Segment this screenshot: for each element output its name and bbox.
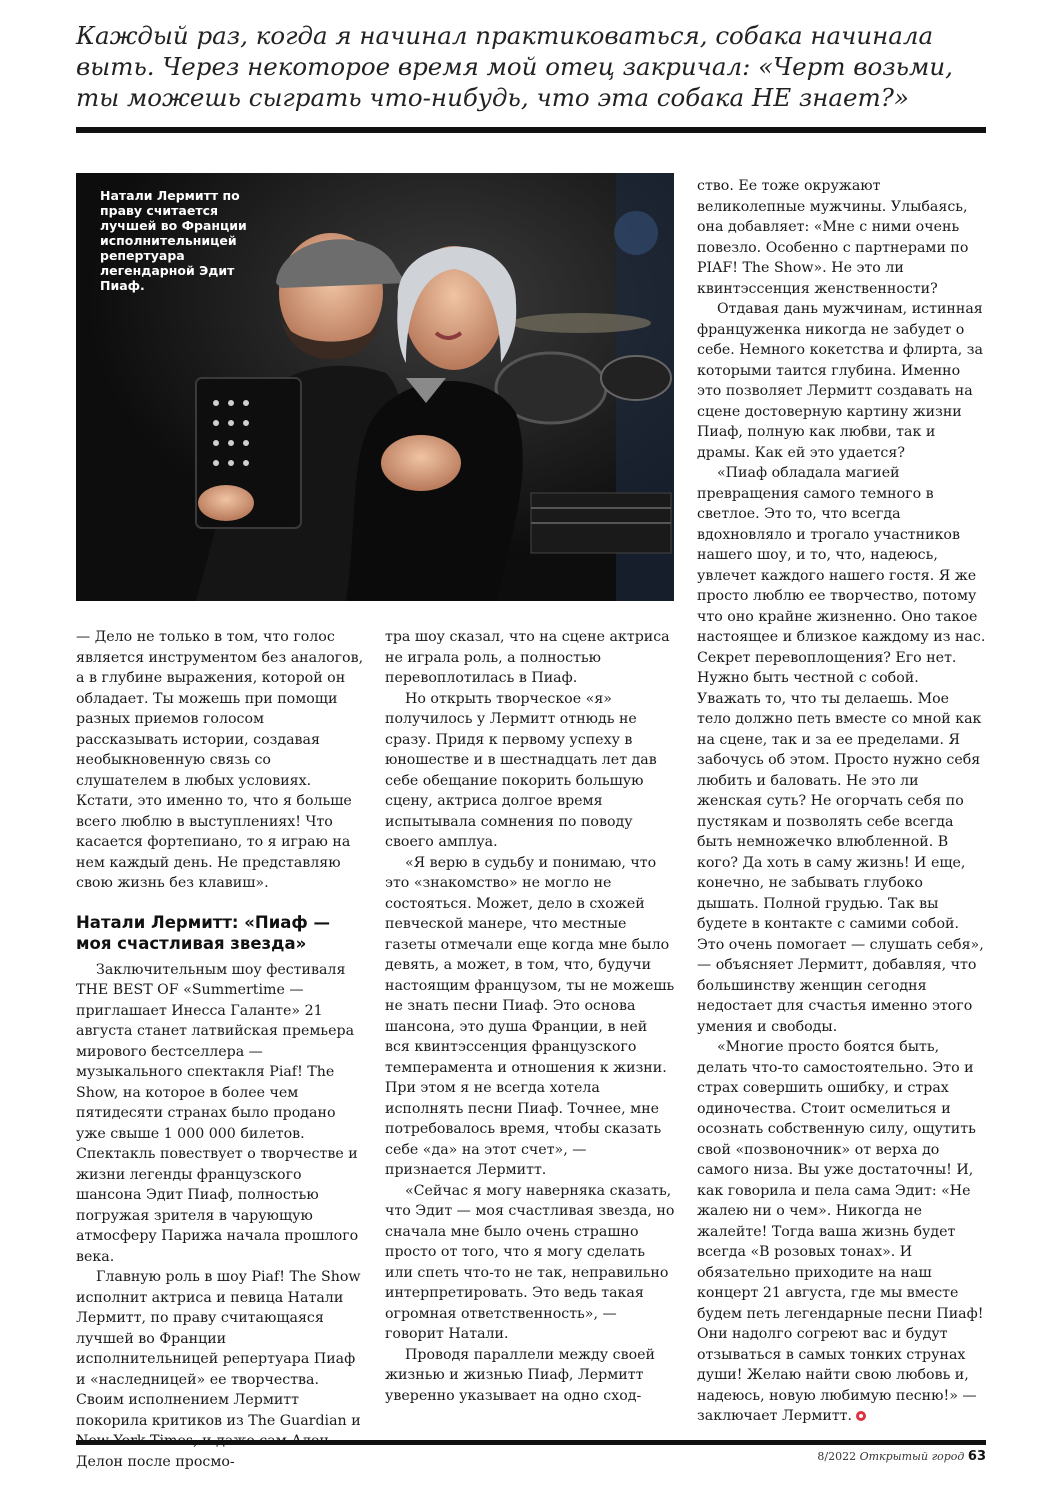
top-divider [76,127,986,133]
paragraph: «Сейчас я могу наверняка сказать, что Эдит — моя счастливая звезда, но сначала мне было очень страшно просто от того, что я могу сделать или спеть что-то не так, неправильно интерпретировать. Это ведь такая огромная ответственность», — говорит Натали. [385,1182,675,1342]
section-heading: Натали Лермитт: «Пиаф — моя счастливая звезда» [76,912,331,953]
paragraph: — Дело не только в том, что голос является инструментом без аналогов, а в глубине выражения, которой он обладает. Ты можешь при помощи разных приемов голосом рассказывать истории, создавая необыкновенную связь со слушателем в любых условиях. Кстати, это именно то, что я больше всего люблю в выступлениях! Что касается фортепиано, то я играю на нем каждый день. Не представляю свою жизнь без клавиш». [76,629,364,891]
paragraph: Отдавая дань мужчинам, истинная француженка никогда не забудет о себе. Немного кокетства и флирта, за которыми таится глубина. Именно это позволяет Лермитт создавать на сцене достоверную картину жизни Пиаф, полную как любви, так и драмы. Как ей это удается? [697,301,984,461]
bottom-divider [76,1440,986,1445]
photo-caption: Натали Лермитт по праву считается лучшей во Франции исполнительницей репертуара легендарной Эдит Пиаф. [100,188,247,293]
text-column-3 [697,176,986,1427]
text-column-2 [385,627,675,1406]
paragraph: ство. Ее тоже окружают великолепные мужчины. Улыбаясь, она добавляет: «Мне с ними очень повезло. Особенно с партнерами по PIAF! The Show». Не это ли квинтэссенция женственности? [697,178,969,297]
paragraph: Заключительным шоу фестиваля THE BEST OF «Summertime — приглашает Инесса Галанте» 21 августа станет латвийская премьера мирового бестселлера — музыкального спектакля Piaf! The Show, на которое в более чем пятидесяти странах было продано уже свыше 1 000 000 билетов. Спектакль повествует о творчестве и жизни легенды французского шансона Эдит Пиаф, полностью погружая зрителя в чарующую атмосферу Парижа начала прошлого века. [76,961,359,1265]
issue-number: 8/2022 [817,1450,857,1463]
paragraph: «Пиаф обладала магией превращения самого темного в светлое. Это то, что всегда вдохновляло и трогало участников нашего шоу, и то, что, надеюсь, увлечет каждого нашего гостя. Я же просто люблю ее творчество, потому что оно крайне жизненно. Оно такое настоящее и близкое каждому из нас. Секрет перевоплощения? Его нет. Нужно быть честной с собой. Уважать то, что ты делаешь. Мое тело должно петь вместе со мной как на сцене, так и за ее пределами. Я забочусь об этом. Просто нужно себя любить и баловать. Не это ли женская суть? Не огорчать себя по пустякам и позволять себе всегда быть немножечко влюбленной. В кого? Да хоть в саму жизнь! И еще, конечно, не забывать глубоко дышать. Полной грудью. Так вы будете в контакте с самими собой. Это очень помогает — слушать себя», — объясняет Лермитт, добавляя, что большинству женщин сегодня недостает для счастья именно этого умения и свободы. [697,465,986,1035]
page-footer [817,1449,986,1464]
text-column-1 [76,627,365,1472]
paragraph: тра шоу сказал, что на сцене актриса не играла роль, а полностью перевоплотилась в Пиаф. [385,629,670,686]
paragraph-final [697,1037,986,1427]
paragraph-text: «Многие просто боятся быть, делать что-то самостоятельно. Это и страх совершить ошибку, и страх одиночества. Стоит осмелиться и осознать собственную силу, ощутить свой «позвоночник» от верха до самого низа. Вы уже достаточны! И, как говорила и пела сама Эдит: «Не жалею ни о чем». Никогда не жалейте! Тогда ваша жизнь будет всегда «В розовых тонах». И обязательно приходите на наш концерт 21 августа, где мы вместе будем петь легендарные песни Пиаф! Они надолго согреют вас и будут отзываться в самых тонких струнах души! Желаю найти свою любовь и, надеюсь, новую любимую песню!» — заключает Лермитт. [697,1039,984,1424]
pull-quote: Каждый раз, когда я начинал практиковаться, собака начинала выть. Через некоторое время мой отец закричал: «Черт возьми, ты можешь сыграть что-нибудь, что эта собака НЕ знает?» [76,21,953,112]
paragraph: Но открыть творческое «я» получилось у Лермитт отнюдь не сразу. Придя к первому успеху в юношестве и в шестнадцать лет дав себе обещание покорить большую сцену, актриса долгое время испытывала сомнения по поводу своего амплуа. [385,690,657,850]
paragraph: «Я верю в судьбу и понимаю, что это «знакомство» не могло не состояться. Может, дело в схожей певческой манере, что местные газеты отмечали еще когда мне было девять, а может, в том, что, будучи настоящим французом, ты не можешь не знать песни Пиаф. Это основа шансона, это душа Франции, в ней вся квинтэссенция французского темперамента и отношения к жизни. При этом я не всегда хотела исполнять песни Пиаф. Точнее, мне потребовалось время, чтобы сказать себе «да» на этот счет», — признается Лермитт. [385,854,675,1178]
magazine-name: Открытый город [859,1450,965,1463]
paragraph: Проводя параллели между своей жизнью и жизнью Пиаф, Лермитт уверенно указывает на одно сход- [385,1346,655,1404]
paragraph: Главную роль в шоу Piaf! The Show исполнит актриса и певица Натали Лермитт, по праву считающаяся лучшей во Франции исполнительницей репертуара Пиаф и «наследницей» ее творчества. Своим исполнением Лермитт покорила критиков из The Guardian и Делон после просмо- [76,1269,361,1470]
article-end-icon [856,1411,866,1421]
page-number: 63 [967,1449,986,1464]
